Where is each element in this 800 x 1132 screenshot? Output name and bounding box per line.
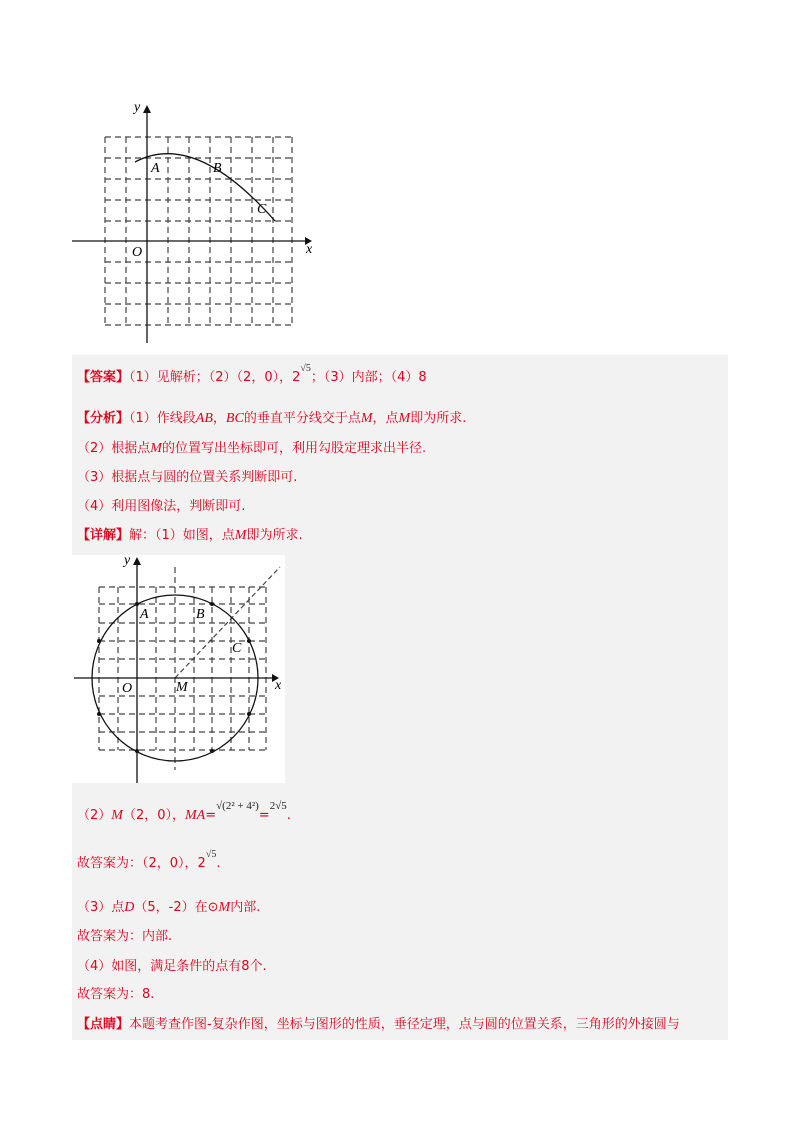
answer-line: 【答案】（1）见解析；（2）（2，0），$2^{√5}$；（3）内部；（4）8 xyxy=(77,363,427,385)
part4-answer-line: 故答案为：8. xyxy=(77,987,155,1002)
fig2-point-b-label: B xyxy=(196,607,205,622)
comment-tag: 【点睛】 xyxy=(77,1017,130,1032)
origin-label: O xyxy=(132,245,143,260)
part2-line: （2）M（2，0），MA=$^{√(2^2 + 4^2)}$=$^{2√5}$. xyxy=(77,800,291,823)
sqrt-expression: √(2² + 4²) xyxy=(216,800,259,812)
part4-line: （4）如图，满足条件的点有8个. xyxy=(77,959,267,974)
comment-line: 【点睛】本题考查作图-复杂作图，坐标与图形的性质，垂径定理，点与圆的位置关系，三角形的外接圆与 xyxy=(77,1017,680,1032)
fig2-point-m-label: M xyxy=(176,680,188,695)
result-expression: 2√5 xyxy=(269,800,287,812)
coordinate-grid-figure xyxy=(60,95,330,350)
point-c-label: C xyxy=(257,202,267,217)
detail-tag: 【详解】 xyxy=(77,528,130,543)
x-axis-label: x xyxy=(306,242,313,257)
part3-line: （3）点D（5，-2）在⊙M内部. xyxy=(77,900,261,915)
point-b-label: B xyxy=(213,161,222,176)
fig2-point-a-label: A xyxy=(140,607,149,622)
analysis-line-1: 【分析】（1）作线段AB，BC的垂直平分线交于点M，点M即为所求. xyxy=(77,411,467,426)
fig2-point-c-label: C xyxy=(232,641,242,656)
fig2-origin-label: O xyxy=(122,681,133,696)
y-axis-label: y xyxy=(134,100,141,115)
analysis-line-4: （4）利用图像法，判断即可. xyxy=(77,499,246,514)
sqrt5-superscript: √5 xyxy=(300,363,311,374)
analysis-line-3: （3）根据点与圆的位置关系判断即可. xyxy=(77,470,298,485)
sqrt5-superscript-2: √5 xyxy=(205,849,217,860)
circle-construction-figure xyxy=(72,555,285,783)
detail-line-1: 【详解】解：（1）如图，点M即为所求. xyxy=(77,528,303,543)
part3-answer-line: 故答案为：内部. xyxy=(77,929,173,944)
fig2-y-axis-label: y xyxy=(124,553,131,568)
point-a-label: A xyxy=(151,161,160,176)
part2-answer-line: 故答案为：（2，0），$2^{√5}$. xyxy=(77,849,221,871)
answer-tag: 【答案】 xyxy=(77,370,130,385)
analysis-line-2: （2）根据点M的位置写出坐标即可，利用勾股定理求出半径. xyxy=(77,441,427,456)
fig2-x-axis-label: x xyxy=(275,678,282,693)
analysis-tag: 【分析】 xyxy=(77,411,130,426)
